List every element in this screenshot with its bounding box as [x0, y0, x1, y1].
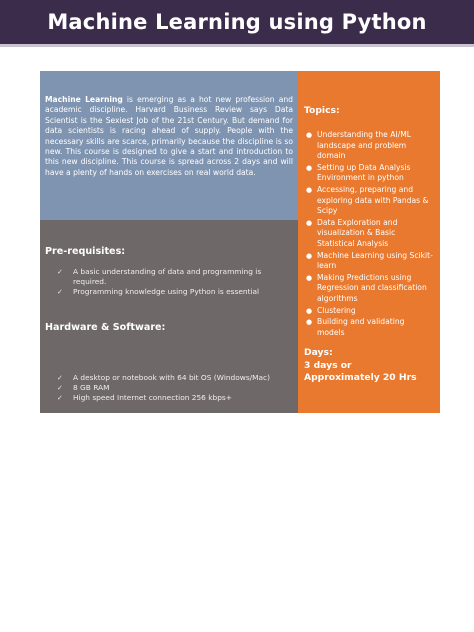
page-title: Machine Learning using Python — [47, 10, 427, 34]
hardware-list — [45, 373, 293, 404]
intro-text: is emerging as a hot new profession and academic discipline. Harvard Business Review says Data Scientist is the Sexiest Job of the 21st Century. But demand for data scientists is racing ahead of supply. People with the necessary skills are scarce, primarily because the discipline is so new. This course is designed to give a start and introduction to this new discipline. This course is spread across 2 days and will have a plenty of hands on exercises on real world data. — [45, 95, 293, 177]
check-icon: ✓ — [57, 373, 63, 382]
bullet-icon: ● — [306, 251, 313, 260]
list-item: ● Building and validating models — [306, 317, 405, 337]
list-item: ● Accessing, preparing and exploring data with Pandas & Scipy — [306, 184, 429, 216]
list-item: ✓ A basic understanding of data and programming is required. — [57, 267, 262, 287]
check-icon: ✓ — [57, 383, 63, 392]
duration-block — [304, 347, 434, 385]
list-item: ● Setting up Data Analysis Environment in python — [306, 162, 411, 183]
check-icon: ✓ — [57, 268, 63, 276]
duration-days: 3 days or — [304, 359, 352, 371]
bullet-icon: ● — [306, 131, 313, 139]
list-item: ✓ Programming knowledge using Python is essential — [57, 287, 260, 297]
prerequisites-panel — [40, 220, 298, 413]
intro-panel — [40, 71, 298, 220]
check-icon: ✓ — [57, 394, 63, 403]
topics-panel — [298, 71, 440, 413]
duration-label: Days: — [304, 347, 333, 359]
bullet-icon: ● — [306, 318, 313, 327]
bullet-icon: ● — [306, 163, 313, 172]
hardware-heading: Hardware & Software: — [45, 321, 166, 333]
list-item: ● Machine Learning using Scikit-learn — [306, 250, 433, 271]
prerequisites-heading: Pre-requisites: — [45, 246, 126, 257]
list-item: ● Understanding the AI/ML landscape and problem domain — [306, 130, 412, 161]
topics-list — [304, 130, 434, 338]
list-item: ✓ A desktop or notebook with 64 bit OS (Windows/Mac) — [57, 372, 271, 382]
prerequisites-list — [45, 267, 293, 298]
bullet-icon: ● — [306, 306, 313, 315]
list-item: ✓ 8 GB RAM — [57, 382, 110, 392]
intro-lead: Machine Learning — [45, 95, 123, 104]
list-item: ● Making Predictions using Regression and classification algorithms — [306, 272, 427, 303]
bullet-icon: ● — [306, 273, 313, 282]
bullet-icon: ● — [306, 185, 313, 194]
topics-heading: Topics: — [304, 105, 340, 116]
list-item: ● Clustering — [306, 305, 356, 315]
check-icon: ✓ — [57, 288, 63, 297]
intro-paragraph — [45, 95, 293, 178]
duration-hours: Approximately 20 Hrs — [304, 372, 417, 384]
title-bar — [0, 0, 474, 47]
bullet-icon: ● — [306, 218, 313, 227]
list-item: ✓ High speed Internet connection 256 kbps+ — [57, 393, 232, 403]
list-item: ● Data Exploration and visualization & Basic Statistical Analysis — [306, 217, 398, 248]
